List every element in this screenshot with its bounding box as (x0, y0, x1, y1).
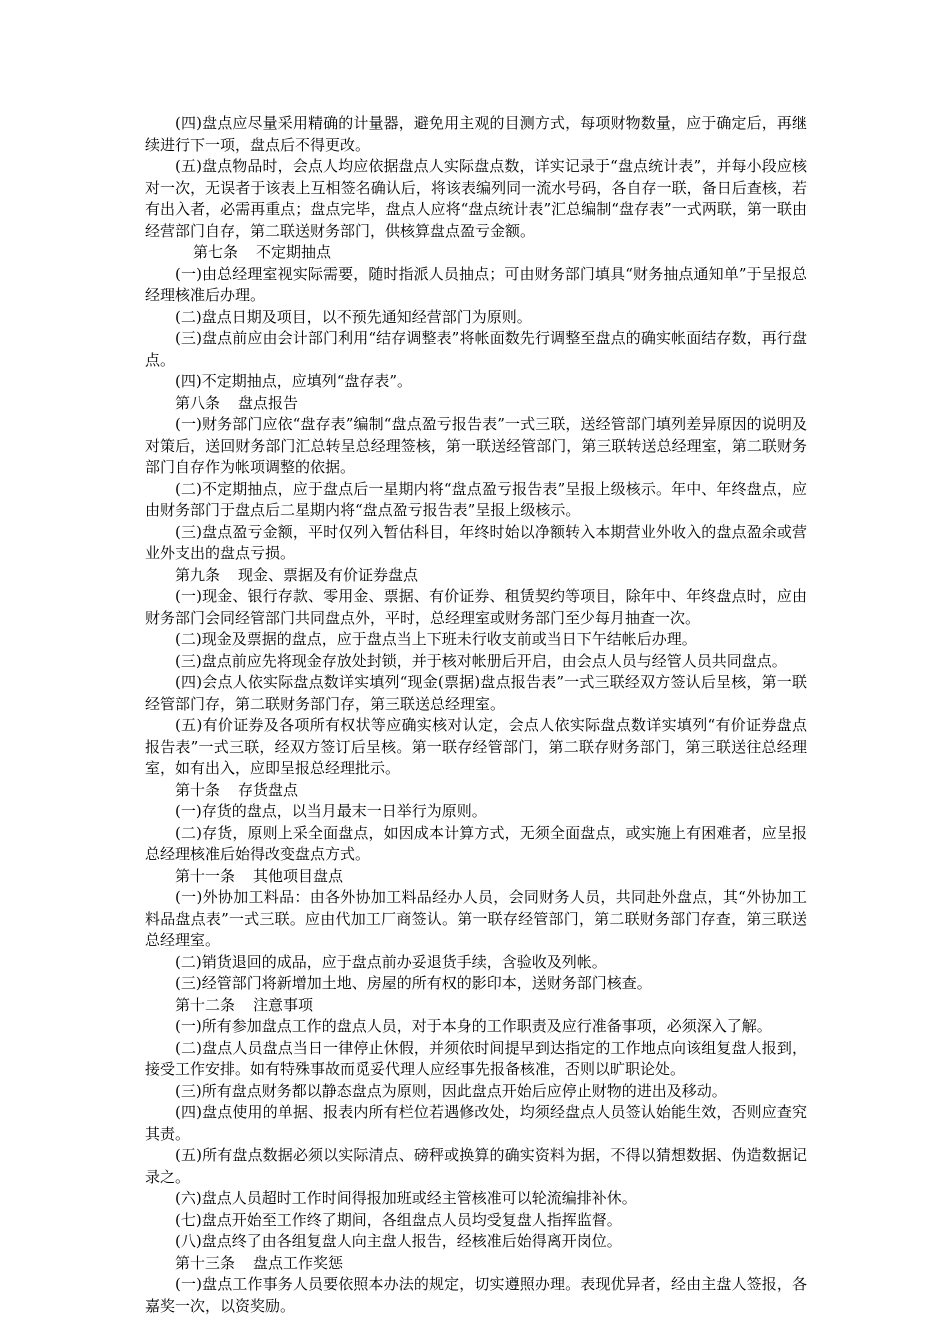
article-heading (145, 995, 807, 1017)
article-number: 第九条 (175, 565, 221, 584)
paragraph: (五)有价证券及各项所有权状等应确实核对认定，会点人依实际盘点数详实填列“有价证券盘点报告表”一式三联，经双方签订后呈核。第一联存经管部门，第二联存财务部门，第三联送往总经理室，如有出入，应即呈报总经理批示。 (145, 716, 807, 777)
paragraph: (一)现金、银行存款、零用金、票据、有价证券、租赁契约等项目，除年中、年终盘点时，应由财务部门会同经管部门共同盘点外，平时，总经理室或财务部门至少每月抽查一次。 (145, 587, 807, 627)
article-title: 现金、票据及有价证券盘点 (238, 565, 419, 584)
article-number: 第十条 (175, 780, 221, 799)
article-title: 其他项目盘点 (253, 866, 344, 885)
paragraph: (一)所有参加盘点工作的盘点人员，对于本身的工作职责及应行准备事项，必须深入了解。 (175, 1017, 772, 1035)
article-number: 第十二条 (175, 995, 236, 1014)
paragraph: (一)盘点工作事务人员要依照本办法的规定，切实遵照办理。表现优异者，经由主盘人签报，各嘉奖一次，以资奖励。 (145, 1275, 807, 1315)
paragraph: (三)盘点前应先将现金存放处封锁，并于核对帐册后开启，由会点人员与经管人员共同盘点。 (175, 651, 787, 670)
article-title: 盘点工作奖惩 (253, 1253, 344, 1272)
article-heading (145, 780, 807, 802)
article-heading (145, 866, 807, 888)
paragraph: (五)所有盘点数据必须以实际清点、磅秤或换算的确实资料为据，不得以猜想数据、伪造数据记录之。 (145, 1146, 807, 1186)
paragraph: (四)盘点使用的单据、报表内所有栏位若遇修改处，均须经盘点人员签认始能生效，否则应查究其责。 (145, 1103, 807, 1143)
paragraph: (一)由总经理室视实际需要，随时指派人员抽点；可由财务部门填具“财务抽点通知单”于呈报总经理核准后办理。 (145, 264, 807, 304)
paragraph: (八)盘点终了由各组复盘人向主盘人报告，经核准后始得离开岗位。 (175, 1232, 622, 1250)
paragraph: (二)存货，原则上采全面盘点，如因成本计算方式，无须全面盘点，或实施上有困难者，应呈报总经理核准后始得改变盘点方式。 (145, 823, 807, 863)
paragraph: (一)存货的盘点，以当月最末一日举行为原则。 (175, 802, 487, 820)
article-number: 第十三条 (175, 1253, 236, 1272)
article-heading (145, 565, 807, 587)
paragraph: (六)盘点人员超时工作时间得报加班或经主管核准可以轮流编排补休。 (175, 1189, 637, 1207)
paragraph: (三)盘点盈亏金额，平时仅列入暂估科目，年终时始以净额转入本期营业外收入的盘点盈余或营业外支出的盘点亏损。 (145, 522, 807, 562)
paragraph: (五)盘点物品时，会点人均应依据盘点人实际盘点数，详实记录于“盘点统计表”，并每小段应核对一次，无误者于该表上互相签名确认后，将该表编列同一流水号码，各自存一联，备日后查核，若有出入者，必需再重点；盘点完毕，盘点人应将“盘点统计表”汇总编制“盘存表”一式两联，第一联由经营部门自存，第二联送财务部门，供核算盘点盈亏金额。 (145, 157, 807, 240)
article-heading (145, 393, 807, 415)
paragraph: (四)盘点应尽量采用精确的计量器，避免用主观的目测方式，每项财物数量，应于确定后，再继续进行下一项，盘点后不得更改。 (145, 114, 807, 154)
article-heading (145, 242, 807, 264)
article-title: 不定期抽点 (256, 243, 332, 261)
paragraph: (二)现金及票据的盘点，应于盘点当上下班未行收支前或当日下午结帐后办理。 (175, 630, 697, 648)
paragraph: (三)盘点前应由会计部门利用“结存调整表”将帐面数先行调整至盘点的确实帐面结存数，再行盘点。 (145, 329, 807, 369)
article-title: 盘点报告 (238, 393, 299, 412)
paragraph: (一)外协加工料品：由各外协加工料品经办人员，会同财务人员，共同赴外盘点，其“外协加工料品盘点表”一式三联。应由代加工厂商签认。第一联存经管部门，第二联财务部门存查，第三联送总经理室。 (145, 888, 807, 949)
paragraph: (七)盘点开始至工作终了期间，各组盘点人员均受复盘人指挥监督。 (175, 1210, 622, 1229)
paragraph: (四)会点人依实际盘点数详实填列“现金(票据)盘点报告表”一式三联经双方签认后呈核，第一联经管部门存，第二联财务部门存，第三联送总经理室。 (145, 673, 807, 713)
paragraph: (一)财务部门应依“盘存表”编制“盘点盈亏报告表”一式三联，送经管部门填列差异原因的说明及对策后，送回财务部门汇总转呈总经理签核，第一联送经管部门，第三联转送总经理室，第二联财务部门自存作为帐项调整的依据。 (145, 415, 807, 476)
article-number: 第七条 (193, 243, 239, 261)
paragraph: (二)盘点日期及项目，以不预先通知经营部门为原则。 (175, 307, 532, 326)
paragraph: (二)不定期抽点，应于盘点后一星期内将“盘点盈亏报告表”呈报上级核示。年中、年终盘点，应由财务部门于盘点后二星期内将“盘点盈亏报告表”呈报上级核示。 (145, 479, 807, 519)
article-heading (145, 1253, 807, 1275)
document-body (145, 113, 807, 1317)
article-number: 第十一条 (175, 866, 236, 885)
article-title: 存货盘点 (238, 780, 299, 799)
article-number: 第八条 (175, 393, 221, 412)
article-title: 注意事项 (253, 995, 314, 1014)
paragraph: (二)销货退回的成品，应于盘点前办妥退货手续，含验收及列帐。 (175, 952, 607, 971)
paragraph: (三)所有盘点财务都以静态盘点为原则，因此盘点开始后应停止财物的进出及移动。 (175, 1081, 727, 1100)
paragraph: (三)经管部门将新增加土地、房屋的所有权的影印本，送财务部门核查。 (175, 974, 652, 992)
paragraph: (二)盘点人员盘点当日一律停止休假，并须依时间提早到达指定的工作地点向该组复盘人报到，接受工作安排。如有特殊事故而觅妥代理人应经事先报备核准，否则以旷职论处。 (145, 1038, 807, 1078)
paragraph: (四)不定期抽点，应填列“盘存表”。 (175, 372, 413, 390)
